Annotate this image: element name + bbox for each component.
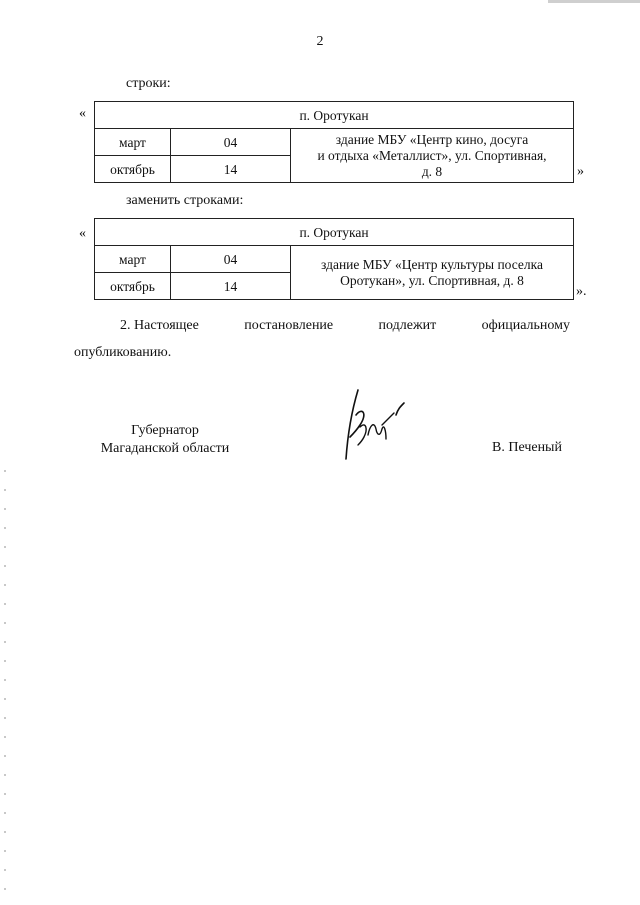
venue-line: и отдыха «Металлист», ул. Спортивная,	[317, 147, 547, 163]
paragraph-word: официальному	[481, 318, 570, 333]
close-quote-with-period: ».	[576, 284, 587, 299]
old-schedule-table	[94, 101, 574, 183]
day-cell: 14	[171, 156, 291, 183]
day-cell: 14	[171, 273, 291, 300]
signatory-title-line: Губернатор	[131, 423, 199, 438]
month-cell: март	[95, 129, 171, 156]
table-header-settlement: п. Оротукан	[95, 102, 574, 129]
signatory-title-line: Магаданской области	[100, 441, 230, 456]
signatory-title	[80, 422, 250, 458]
venue-line: д. 8	[421, 163, 443, 179]
open-quote: «	[79, 106, 86, 121]
open-quote: «	[79, 226, 86, 241]
paragraph-word: подлежит	[378, 318, 437, 333]
page-number: 2	[316, 34, 324, 49]
handwritten-signature	[338, 385, 418, 465]
venue-cell	[291, 246, 574, 300]
close-quote: »	[577, 164, 584, 179]
venue-line: здание МБУ «Центр культуры поселка	[321, 256, 543, 272]
new-schedule-table	[94, 218, 574, 300]
scan-edge-mark	[548, 0, 640, 3]
venue-line: Оротукан», ул. Спортивная, д. 8	[340, 272, 524, 288]
venue-cell	[291, 129, 574, 183]
month-cell: март	[95, 246, 171, 273]
venue-line: здание МБУ «Центр кино, досуга	[335, 131, 529, 147]
paragraph-word: постановление	[244, 318, 334, 333]
day-cell: 04	[171, 129, 291, 156]
paragraph-word: 2. Настоящее	[120, 318, 199, 333]
scan-edge-marks	[4, 470, 6, 890]
paragraph-2-continuation: опубликованию.	[74, 345, 172, 360]
table-header-settlement: п. Оротукан	[95, 219, 574, 246]
replace-label: заменить строками:	[126, 193, 244, 208]
paragraph-2-first-line	[120, 318, 570, 334]
month-cell: октябрь	[95, 156, 171, 183]
signatory-name: В. Печеный	[492, 440, 562, 455]
month-cell: октябрь	[95, 273, 171, 300]
intro-label: строки:	[126, 76, 171, 91]
day-cell: 04	[171, 246, 291, 273]
